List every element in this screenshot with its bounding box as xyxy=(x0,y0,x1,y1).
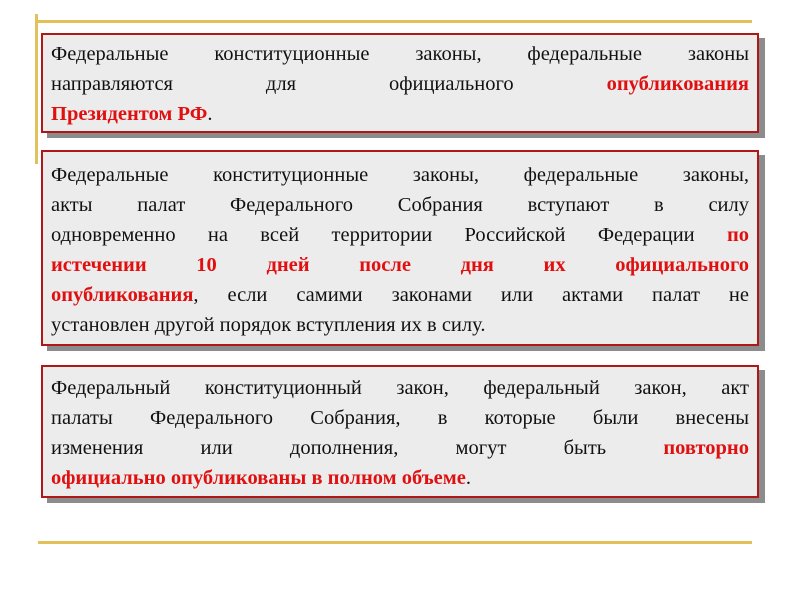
text-line xyxy=(51,190,749,220)
text-line xyxy=(51,403,749,433)
highlighted-text-segment: официально опубликованы в полном объеме xyxy=(51,467,466,489)
highlighted-text-segment: Президентом РФ xyxy=(51,103,208,125)
text-segment: палаты Федерального Собрания, в которые были внесены xyxy=(51,407,749,429)
text-segment: Федеральный конституционный закон, федеральный закон, акт xyxy=(51,377,749,399)
highlighted-text-segment: опубликования xyxy=(51,284,194,306)
text-line xyxy=(51,39,749,69)
text-segment: акты палат Федерального Собрания вступают в силу xyxy=(51,194,749,216)
highlighted-text-segment: опубликования xyxy=(606,73,749,95)
publication-text-box xyxy=(41,33,759,133)
text-segment: установлен другой порядок вступления их в силу. xyxy=(51,314,486,336)
entry-into-force-text-box xyxy=(41,150,759,346)
text-line xyxy=(51,280,749,310)
text-segment: направляются для официального xyxy=(51,73,607,95)
highlighted-text-segment: истечении 10 дней после дня их официального xyxy=(51,254,749,276)
text-line xyxy=(51,99,749,129)
text-segment: . xyxy=(465,467,471,489)
text-segment: одновременно на всей территории Российской Федерации xyxy=(51,224,727,246)
text-segment: , если самими законами или актами палат не xyxy=(193,284,749,306)
highlighted-text-segment: повторно xyxy=(663,437,749,459)
text-line xyxy=(51,69,749,99)
highlighted-text-segment: по xyxy=(726,224,749,246)
text-segment: . xyxy=(207,103,213,125)
republication-text-box xyxy=(41,365,759,498)
text-line xyxy=(51,250,749,280)
text-line xyxy=(51,433,749,463)
top-gold-rule xyxy=(38,20,752,23)
text-line xyxy=(51,463,749,493)
text-line xyxy=(51,220,749,250)
bottom-gold-rule xyxy=(38,541,752,544)
text-segment: изменения или дополнения, могут быть xyxy=(51,437,664,459)
text-line xyxy=(51,373,749,403)
left-gold-rule xyxy=(35,14,38,164)
text-line xyxy=(51,160,749,190)
text-segment: Федеральные конституционные законы, федеральные законы, xyxy=(51,164,749,186)
text-segment: Федеральные конституционные законы, федеральные законы xyxy=(51,43,749,65)
text-line xyxy=(51,310,749,340)
